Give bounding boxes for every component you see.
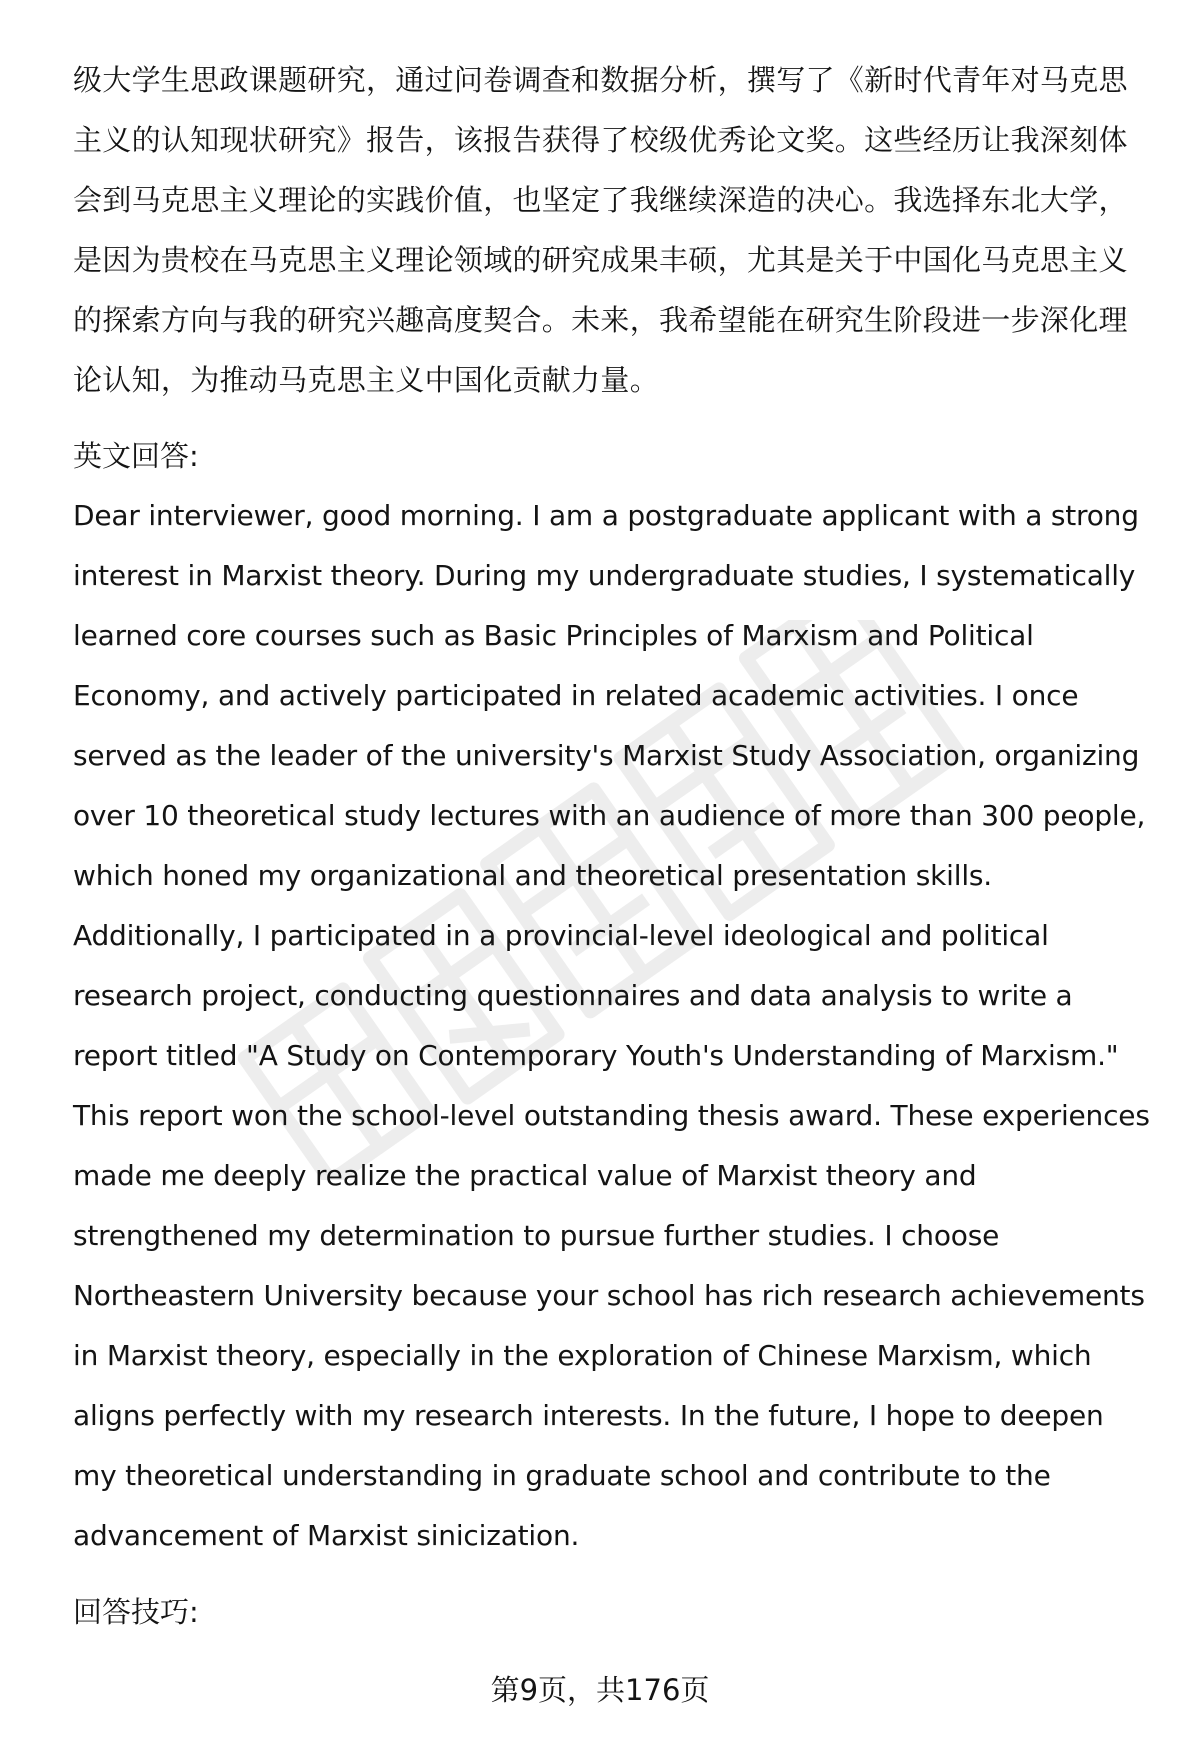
english-answer-heading: 英文回答: — [73, 439, 199, 473]
page-content — [73, 50, 1153, 1642]
page-number-footer: 第9页，共176页 — [490, 1673, 710, 1707]
english-answer-paragraph: Dear interviewer, good morning. I am a postgraduate applicant with a strong interest in Marxist theory. During my undergraduate studies, I systematically learned core courses such as Basic Principles of Marxism and Political Economy, and actively participated in related academic activities. I once served as the leader of the university's Marxist Study Association, organizing over 10 theoretical study lectures with an audience of more than 300 people, which honed my organizational and theoretical presentation skills. Additionally, I participated in a provincial-level ideological and political research project, conducting questionnaires and data analysis to write a report titled "A Study on Contemporary Youth's Understanding of Marxism." This report won the school-level outstanding thesis award. These experiences made me deeply realize the practical value of Marxist theory and strengthened my determination to pursue further studies. I choose Northeastern University because your school has rich research achievements in Marxist theory, especially in the exploration of Chinese Marxism, which aligns perfectly with my research interests. In the future, I hope to deepen my theoretical understanding in graduate school and contribute to the advancement of Marxist sinicization. — [73, 499, 1150, 1552]
chinese-answer-paragraph: 级大学生思政课题研究，通过问卷调查和数据分析，撰写了《新时代青年对马克思主义的认知现状研究》报告，该报告获得了校级优秀论文奖。这些经历让我深刻体会到马克思主义理论的实践价值，也坚定了我继续深造的决心。我选择东北大学，是因为贵校在马克思主义理论领域的研究成果丰硕，尤其是关于中国化马克思主义的探索方向与我的研究兴趣高度契合。未来，我希望能在研究生阶段进一步深化理论认知，为推动马克思主义中国化贡献力量。 — [73, 63, 1128, 397]
answer-tips-heading: 回答技巧: — [73, 1595, 199, 1629]
